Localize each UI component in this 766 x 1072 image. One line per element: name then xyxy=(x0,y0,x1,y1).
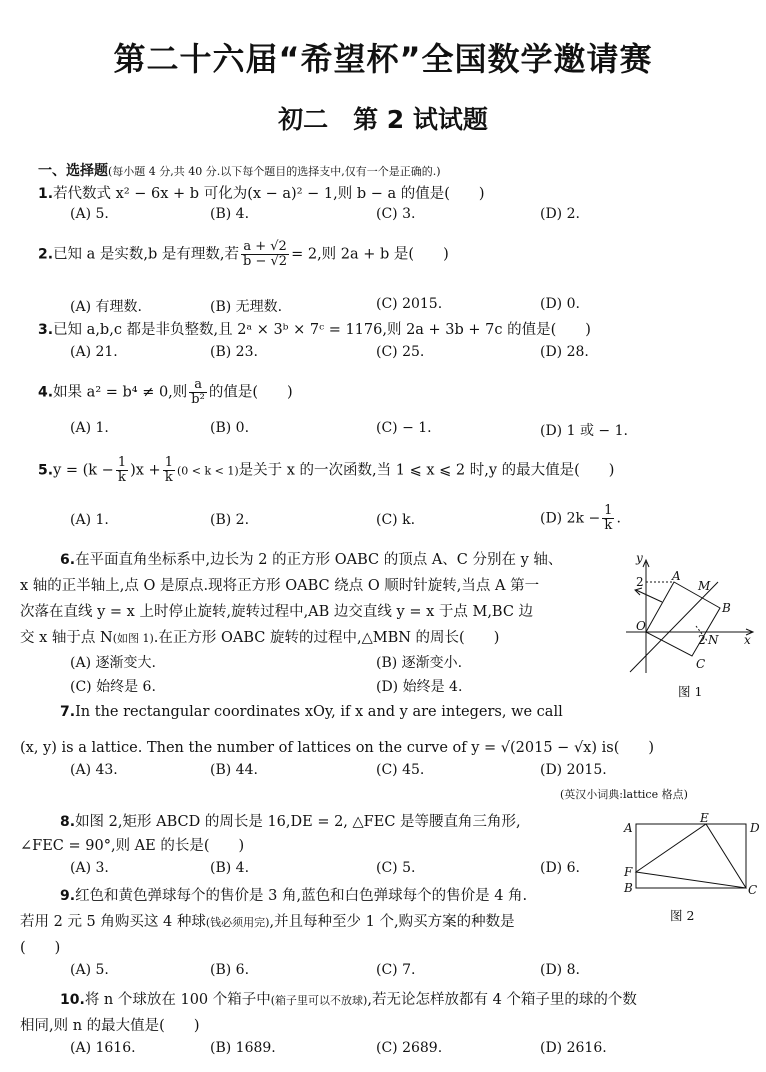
option-d: (D) 6. xyxy=(540,860,580,876)
option-a: (A) 21. xyxy=(70,344,118,360)
option-b: (B) 6. xyxy=(210,962,250,978)
question-3: 3.已知 a,b,c 都是非负整数,且 2ᵃ × 3ᵇ × 7ᶜ = 1176,则 2a + 3b + 7c 的值是( ) xyxy=(38,322,591,338)
option-b: (B) 1689. xyxy=(210,1040,276,1056)
option-d: (D) 8. xyxy=(540,962,580,978)
option-b: (B) 44. xyxy=(210,762,258,778)
option-b: (B) 4. xyxy=(210,206,250,222)
fraction: $\frac{1}{k}$ xyxy=(117,455,127,485)
figure-1-caption: 图 1 xyxy=(678,684,703,699)
option-d: (D) 2. xyxy=(540,206,580,222)
fraction: $\frac{a + √2}{b - √2}$ xyxy=(243,239,288,269)
question-8-line-2: ∠FEC = 90°,则 AE 的长是( ) xyxy=(20,838,245,854)
option-a: (A) 1616. xyxy=(70,1040,136,1056)
question-6-line-2: x 轴的正半轴上,点 O 是原点.现将正方形 OABC 绕点 O 顺时针旋转,当点 A 第一 xyxy=(20,578,540,594)
option-c: (C) 3. xyxy=(376,206,416,222)
question-10: 10.将 n 个球放在 100 个箱子中(箱子里可以不放球),若无论怎样放都有 4 个箱子里的球的个数 xyxy=(60,992,637,1008)
fig1-label-b: B xyxy=(722,601,731,615)
option-d: (D) 1 或 − 1. xyxy=(540,423,628,439)
fig1-label-n: N xyxy=(708,633,719,647)
option-b: (B) 逐渐变小. xyxy=(376,655,463,671)
section-note: (每小题 4 分,共 40 分.以下每个题目的选择支中,仅有一个是正确的.) xyxy=(108,165,441,178)
glossary-note: (英汉小词典:lattice 格点) xyxy=(560,788,688,801)
option-c: (C) 7. xyxy=(376,962,416,978)
figure-1-diagram xyxy=(622,548,762,678)
option-d: (D) 2k − $\frac{1}{k}$ . xyxy=(540,503,621,533)
fig1-label-2y: 2 xyxy=(636,575,644,589)
option-b: (B) 无理数. xyxy=(210,299,283,315)
question-1: 1.若代数式 x² − 6x + b 可化为(x − a)² − 1,则 b − a 的值是( ) xyxy=(38,186,485,202)
section-label: 一、选择题 xyxy=(38,163,108,179)
fraction: $\frac{1}{k}$ xyxy=(164,455,173,485)
option-c: (C) k. xyxy=(376,512,416,528)
fig2-label-d: D xyxy=(750,821,760,835)
fig1-label-m: M xyxy=(698,579,711,593)
question-4: 4.如果 a² = b⁴ ≠ 0,则 $\frac{a}{\text{b²}}$ 的值是( ) xyxy=(38,377,293,407)
option-b: (B) 23. xyxy=(210,344,258,360)
question-5: 5.y = (k − $\frac{1}{k}$ )x + $\frac{1}{k}$ (0 < k < 1)是关于 x 的一次函数,当 1 ⩽ x ⩽ 2 时,y 的最大值是( ) xyxy=(38,455,615,485)
option-a: (A) 1. xyxy=(70,512,109,528)
question-7: 7.In the rectangular coordinates xOy, if x and y are integers, we call xyxy=(60,704,563,720)
fig1-label-o: O xyxy=(636,619,646,633)
option-c: (C) − 1. xyxy=(376,420,432,436)
fig1-label-x: x xyxy=(744,633,751,647)
fig2-label-b: B xyxy=(624,881,633,895)
option-a: (A) 43. xyxy=(70,762,118,778)
fig1-label-a: A xyxy=(672,569,681,583)
option-d: (D) 0. xyxy=(540,296,580,312)
fig2-label-f: F xyxy=(624,865,633,879)
option-b: (B) 0. xyxy=(210,420,250,436)
option-a: (A) 逐渐变大. xyxy=(70,655,156,671)
figure-2-caption: 图 2 xyxy=(670,908,695,923)
question-6: 6.在平面直角坐标系中,边长为 2 的正方形 OABC 的顶点 A、C 分别在 y 轴、 xyxy=(60,552,563,568)
option-c: (C) 5. xyxy=(376,860,416,876)
option-c: (C) 2015. xyxy=(376,296,443,312)
option-a: (A) 5. xyxy=(70,962,109,978)
option-c: (C) 2689. xyxy=(376,1040,443,1056)
option-d: (D) 始终是 4. xyxy=(376,679,463,695)
page-subtitle: 初二 第 2 试试题 xyxy=(278,105,488,134)
option-a: (A) 5. xyxy=(70,206,109,222)
question-9-line-2: 若用 2 元 5 角购买这 4 种球(钱必须用完),并且每种至少 1 个,购买方案的种数是 xyxy=(20,914,515,930)
page-title: 第二十六届“希望杯”全国数学邀请赛 xyxy=(113,40,653,78)
fig1-label-c: C xyxy=(696,657,706,671)
question-6-line-4: 交 x 轴于点 N(如图 1).在正方形 OABC 旋转的过程中,△MBN 的周长( ) xyxy=(20,630,500,646)
question-7-line-2: (x, y) is a lattice. Then the number of lattices on the curve of y = √(2015 − √x) is( ) xyxy=(20,740,655,756)
option-b: (B) 2. xyxy=(210,512,250,528)
option-a: (A) 3. xyxy=(70,860,109,876)
fig2-label-c: C xyxy=(748,883,758,897)
fig2-label-a: A xyxy=(624,821,633,835)
fig1-label-2x: 2 xyxy=(698,633,706,647)
option-b: (B) 4. xyxy=(210,860,250,876)
option-a: (A) 有理数. xyxy=(70,299,142,315)
option-d: (D) 2015. xyxy=(540,762,607,778)
option-c: (C) 45. xyxy=(376,762,425,778)
option-c: (C) 25. xyxy=(376,344,425,360)
fig2-label-e: E xyxy=(700,812,709,825)
option-d: (D) 2616. xyxy=(540,1040,607,1056)
fig1-label-y: y xyxy=(636,551,643,565)
question-9: 9.红色和黄色弹球每个的售价是 3 角,蓝色和白色弹球每个的售价是 4 角. xyxy=(60,888,528,904)
section-heading xyxy=(38,160,441,180)
question-9-line-3: ( ) xyxy=(20,940,61,956)
question-8: 8.如图 2,矩形 ABCD 的周长是 16,DE = 2, △FEC 是等腰直角三角形, xyxy=(60,814,521,830)
option-a: (A) 1. xyxy=(70,420,109,436)
figure-2-diagram xyxy=(622,812,762,898)
option-d: (D) 28. xyxy=(540,344,589,360)
question-2: 2.已知 a 是实数,b 是有理数,若 $\frac{a + √2}{b - √2}$ = 2,则 2a + b 是( ) xyxy=(38,239,449,269)
fraction: $\frac{a}{\text{b²}}$ xyxy=(191,377,205,407)
question-6-line-3: 次落在直线 y = x 上时停止旋转,旋转过程中,AB 边交直线 y = x 于点 M,BC 边 xyxy=(20,604,534,620)
option-c: (C) 始终是 6. xyxy=(70,679,156,695)
question-10-line-2: 相同,则 n 的最大值是( ) xyxy=(20,1018,200,1034)
